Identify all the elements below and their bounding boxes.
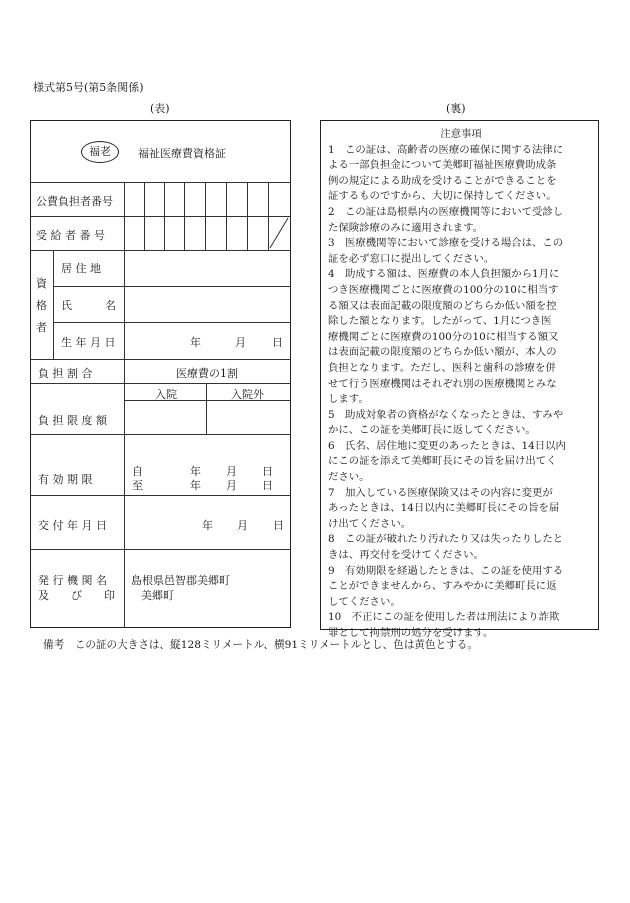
qualifier-char: 者	[36, 321, 47, 334]
divider	[31, 495, 290, 496]
birthdate-label: 生 年 月 日	[61, 336, 116, 349]
divider	[124, 400, 290, 401]
issue-date-label: 交 付 年 月 日	[38, 519, 107, 532]
elderly-badge: 福老	[81, 141, 119, 163]
notes-line: 8 この証が破れたり汚れたり又は失ったりしたと	[328, 533, 564, 546]
form-number: 様式第5号(第5条関係)	[33, 81, 144, 94]
remark: 備考 この証の大きさは、縦128ミリメートル、横91ミリメートルとし、色は黄色とする。	[43, 639, 478, 651]
notes-line: た保険診療のみに適用されます。	[328, 221, 484, 234]
issuer-line2: 美郷町	[141, 589, 174, 602]
notes-line: ださい。	[328, 471, 370, 484]
divider	[31, 549, 290, 550]
notes	[328, 127, 594, 642]
notes-line: あったときは、14日以内に美郷町長にその旨を届	[328, 502, 560, 515]
qualifier-char: 格	[36, 299, 47, 312]
card-back	[320, 120, 599, 639]
validity-from: 自	[132, 465, 143, 478]
digit-box-divider	[247, 182, 248, 250]
divider	[31, 250, 290, 251]
divider	[53, 250, 54, 359]
outpatient-label: 入院外	[231, 388, 264, 401]
notes-line: します。	[328, 393, 369, 406]
issuer-label-line1: 発 行 機 関 名	[38, 574, 107, 587]
notes-line: にこの証を添えて美郷町長にその旨を届け出てく	[328, 455, 557, 468]
notes-line: け出てください。	[328, 517, 412, 530]
issue-month-unit: 月	[237, 519, 248, 532]
copay-ratio-label: 負 担 割 合	[38, 367, 93, 380]
notes-line: る額又は表面記載の限度額のどちらか低い額を控	[328, 299, 557, 312]
validity-to: 至	[132, 479, 143, 492]
notes-line: 10 不正にこの証を使用した者は刑法により詐欺	[328, 611, 560, 624]
notes-line: ことができませんから、すみやかに美郷町長に返	[328, 580, 557, 593]
notes-line: は表面記載の限度額のどちらか低い額が、本人の	[328, 346, 557, 359]
notes-line: 4 助成する額は、医療費の本人負担額から1月に	[328, 268, 560, 281]
address-label: 居 住 地	[61, 262, 101, 275]
validity-to-month-unit: 月	[226, 479, 237, 492]
validity-to-day-unit: 日	[262, 479, 273, 492]
divider	[31, 359, 290, 360]
notes-line: よる一部負担金について美郷町福祉医療費助成条	[328, 159, 557, 172]
recipient-number-label: 受 給 者 番 号	[36, 229, 105, 242]
divider	[124, 182, 125, 627]
validity-from-day-unit: 日	[262, 465, 273, 478]
issuer-line1: 島根県邑智郡美郷町	[131, 574, 230, 587]
digit-box-divider	[226, 182, 227, 250]
notes-line: 9 有効期限を経過したときは、この証を使用する	[328, 564, 564, 577]
check-digit-slash	[268, 216, 290, 250]
divider	[31, 383, 290, 384]
notes-lines	[328, 143, 594, 642]
notes-line: してください。	[328, 595, 401, 608]
qualifier-label	[36, 273, 48, 339]
public-payer-number-label: 公費負担者番号	[36, 195, 113, 208]
digit-box-divider	[144, 182, 145, 250]
notes-line: 7 加入している医療保険又はその内容に変更が	[328, 486, 553, 499]
notes-line: かに、この証を美郷町長に返してください。	[328, 424, 536, 437]
divider	[206, 383, 207, 434]
divider	[31, 182, 290, 183]
front-side-label: (表)	[150, 102, 170, 115]
issue-year-unit: 年	[202, 519, 213, 532]
notes-line: 証するものですから、大切に保持してください。	[328, 190, 557, 203]
notes-line: 療機関ごとに医療費の100分の10に相当する額又	[328, 330, 559, 343]
qualifier-char: 資	[36, 277, 47, 290]
notes-line: 負担となります。ただし、医科と歯科の診療を併	[328, 361, 556, 374]
name-label: 氏 名	[61, 299, 116, 312]
copay-limit-label: 負 担 限 度 額	[38, 414, 107, 427]
notes-title: 注意事項	[440, 128, 482, 140]
divider	[53, 286, 290, 287]
notes-line: 3 医療機関等において診療を受ける場合は、この	[328, 237, 564, 250]
birth-day-unit: 日	[272, 336, 283, 349]
notes-line: 1 この証は、高齢者の医療の確保に関する法律に	[328, 143, 564, 156]
notes-line: きは、再交付を受けてください。	[328, 549, 484, 562]
validity-from-month-unit: 月	[226, 465, 237, 478]
notes-line: 5 助成対象者の資格がなくなったときは、すみや	[328, 408, 564, 421]
card-front	[30, 120, 291, 628]
issue-day-unit: 日	[273, 519, 284, 532]
issuer-label-line2: 及 び 印	[38, 589, 115, 602]
digit-box-divider	[184, 182, 185, 250]
notes-line: 6 氏名、居住地に変更のあったときは、14日以内	[328, 439, 566, 452]
notes-line: 例の規定による助成を受けることができることを	[328, 174, 557, 187]
card-title: 福祉医療費資格証	[138, 147, 226, 160]
divider	[31, 216, 290, 217]
birth-month-unit: 月	[235, 336, 246, 349]
notes-line: 除した額となります。したがって、1月につき医	[328, 315, 552, 328]
divider	[53, 322, 290, 323]
notes-line: つき医療機関ごとに医療費の100分の10に相当す	[328, 283, 559, 296]
inpatient-label: 入院	[155, 388, 177, 401]
notes-line: 証を必ず窓口に提出してください。	[328, 252, 495, 265]
back-side-label: (裏)	[446, 102, 466, 115]
validity-to-year-unit: 年	[190, 479, 201, 492]
notes-line: 2 この証は島根県内の医療機関等において受診し	[328, 205, 564, 218]
notes-line: せて行う医療機関はそれぞれ別の医療機関とみな	[328, 377, 557, 390]
digit-box-divider	[205, 182, 206, 250]
digit-box-divider	[164, 182, 165, 250]
birth-year-unit: 年	[190, 336, 201, 349]
copay-ratio-value: 医療費の1割	[176, 367, 238, 380]
validity-label: 有 効 期 限	[38, 473, 93, 486]
validity-from-year-unit: 年	[190, 465, 201, 478]
divider	[31, 434, 290, 435]
notes-line: 罪として拘禁刑の処分を受けます。	[328, 627, 494, 639]
